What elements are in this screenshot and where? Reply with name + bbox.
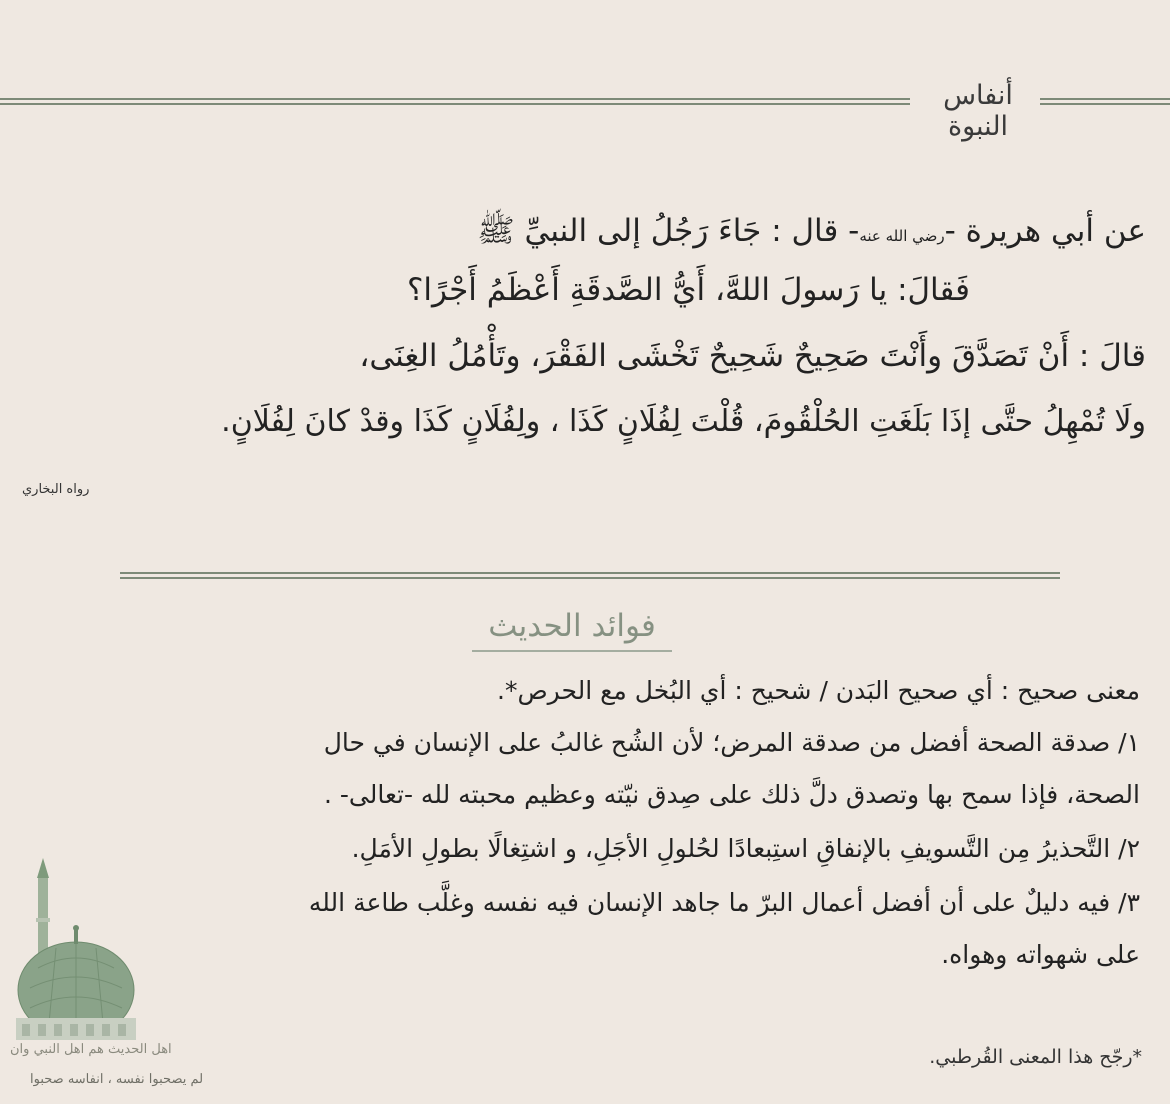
footnote: *رجّح هذا المعنى القُرطبي. [929,1046,1142,1068]
hadith-line-1-start: عن أبي هريرة - [944,213,1146,249]
green-dome-logo [8,858,136,1040]
hadith-line-1 [477,212,1146,257]
brand-title: أنفاس النبوة [943,80,1013,142]
hadith-line-1-rest: - قال : جَاءَ رَجُلُ إلى النبيِّ ﷺ [477,213,860,249]
header-rule-right [1040,98,1170,105]
hadith-source: رواه البخاري [22,482,90,497]
benefit-meaning: معنى صحيح : أي صحيح البَدن / شحيح : أي البُخل مع الحرص*. [497,676,1140,705]
hadith-line-2: فَقالَ: يا رَسولَ اللهَّ، أَيُّ الصَّدقَةِ أَعْظَمُ أَجْرًا؟ [406,272,970,308]
benefit-3-line-2: على شهواته وهواه. [941,940,1140,969]
benefit-2: ٢/ التَّحذيرُ مِن التَّسويفِ بالإنفاقِ استِبعادًا لحُلولِ الأجَلِ، و اشتِغالًا بطولِ الأمَلِ. [351,834,1140,863]
benefit-3-line-1: ٣/ فيه دليلٌ على أن أفضل أعمال البرّ ما جاهد الإنسان فيه نفسه وغلَّب طاعة الله [308,888,1140,917]
section-divider [120,572,1060,579]
logo-caption-1: اهل الحديث هم اهل النبي وان [10,1042,172,1057]
hadith-line-3: قالَ : أَنْ تَصَدَّقَ وأَنْتَ صَحِيحٌ شَحِيحٌ تَخْشَى الفَقْرَ، وتَأْمُلُ الغِنَى، [359,338,1146,374]
benefit-1-line-2: الصحة، فإذا سمح بها وتصدق دلَّ ذلك على صِدق نيّته وعظيم محبته لله -تعالى- . [323,780,1140,809]
benefit-1-line-1: ١/ صدقة الصحة أفضل من صدقة المرض؛ لأن الشُح غالبُ على الإنسان في حال [323,728,1140,757]
benefits-title: فوائد الحديث [472,608,672,652]
hadith-line-4: ولَا تُمْهِلُ حتَّى إذَا بَلَغَتِ الحُلْقُومَ، قُلْتَ لِفُلَانٍ كَذَا ، ولِفُلَانٍ كَذَا وقدْ كانَ لِفُلَانٍ. [221,404,1146,439]
header-rule-left [0,98,910,105]
logo-caption-2: لم يصحبوا نفسه ، انفاسه صحبوا [30,1072,204,1087]
radiallahu-anhu: رضي الله عنه [859,227,945,245]
